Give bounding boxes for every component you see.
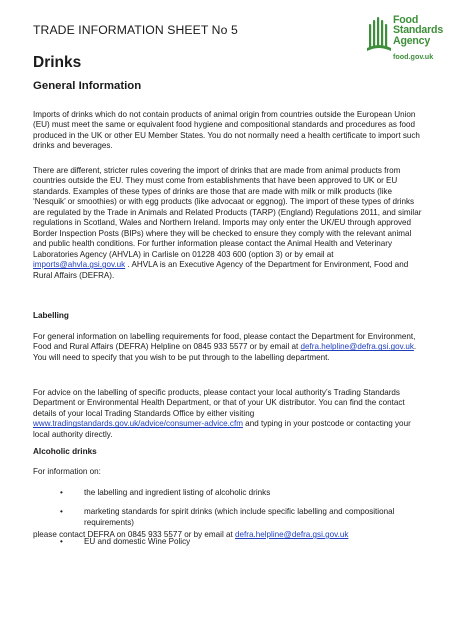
- alcoholic-drinks-heading: Alcoholic drinks: [33, 447, 97, 456]
- defra-helpline-email-link[interactable]: defra.helpline@defra.gsi.gov.uk: [235, 530, 349, 539]
- list-item: • EU and domestic Wine Policy: [60, 537, 191, 547]
- alcoholic-info-list: [55, 488, 425, 557]
- labelling-paragraph-1: For general information on labelling requirements for food, please contact the Department for Environment, Food and Rural Affairs (DEFRA) Helpline on 0845 933 5577 or by email at defra.helpline@defra.gsi.gov.uk. You will need to specify that you wish to be put through to the labelling department.: [33, 332, 417, 362]
- list-item: • the labelling and ingredient listing of alcoholic drinks: [60, 488, 271, 497]
- alcoholic-closing: please contact DEFRA on 0845 933 5577 or by email at defra.helpline@defra.gsi.gov.uk: [33, 530, 349, 539]
- alcoholic-intro: For information on:: [33, 467, 101, 476]
- trading-standards-link[interactable]: www.tradingstandards.gov.uk/advice/consumer-advice.cfm: [33, 419, 243, 429]
- bullet-icon: •: [60, 507, 63, 517]
- sheet-title: TRADE INFORMATION SHEET No 5: [33, 23, 238, 37]
- general-paragraph-2: There are different, stricter rules covering the import of drinks that are made from animal products from countries outside the EU. They must come from establishments that have been approved to UK or EU standards. Examples of these types of drinks are those that are made with milk or milk products (like ‘Nesquik’ or smoothies) or with egg products (like advocaat or eggnog). The import of these types of drinks are regulated by the Trade in Animals and Related Products (TARP) (England) Regulations 2011, and similar regulations in Scotland, Wales and Northern Ireland. Imports may only enter the UK/EU through approved Border Inspection Posts (BIPs) where they will be checked to ensure they comply with the relevant animal and public health conditions. For further information please contact the Animal Health and Veterinary Laboratories Agency (AHVLA) in Carlisle on 01228 403 600 (option 3) or by email at imports@ahvla.gsi.gov.uk . AHVLA is an Executive Agency of the Department for Environment, Food and Rural Affairs (DEFRA).: [33, 166, 422, 280]
- logo-wordmark: Food Standards Agency: [393, 14, 444, 47]
- logo-url: food.gov.uk: [393, 52, 434, 61]
- general-paragraph-1: Imports of drinks which do not contain products of animal origin from countries outside the European Union (EU) must meet the same or equivalent food hygiene and compositional standards and procedures as food produced in the UK or other EU Member States. You do not normally need a health certificate to import such drinks and beverages.: [33, 110, 420, 151]
- list-item: • marketing standards for spirit drinks (which include specific labelling and compositional requirements): [60, 507, 395, 527]
- bullet-icon: •: [60, 537, 63, 547]
- ahvla-email-link[interactable]: imports@ahvla.gsi.gov.uk: [33, 260, 126, 270]
- defra-email-link[interactable]: defra.helpline@defra.gsi.gov.uk: [300, 342, 414, 352]
- labelling-heading: Labelling: [33, 311, 69, 320]
- wheat-icon: [366, 14, 392, 54]
- bullet-icon: •: [60, 488, 63, 497]
- fsa-logo: [366, 12, 446, 67]
- page-title: Drinks: [33, 54, 82, 71]
- labelling-paragraph-2: For advice on the labelling of specific products, please contact your local authority’s Trading Standards Department or Environmental Health Department, or that of your UK distributor. You can find the contact details of your local Trading Standards Office by either visiting www.tradingstandards.gov.uk/advice/consumer-advice.cfm and typing in your postcode or contacting your local authority directly.: [33, 388, 411, 439]
- general-information-heading: General Information: [33, 80, 142, 92]
